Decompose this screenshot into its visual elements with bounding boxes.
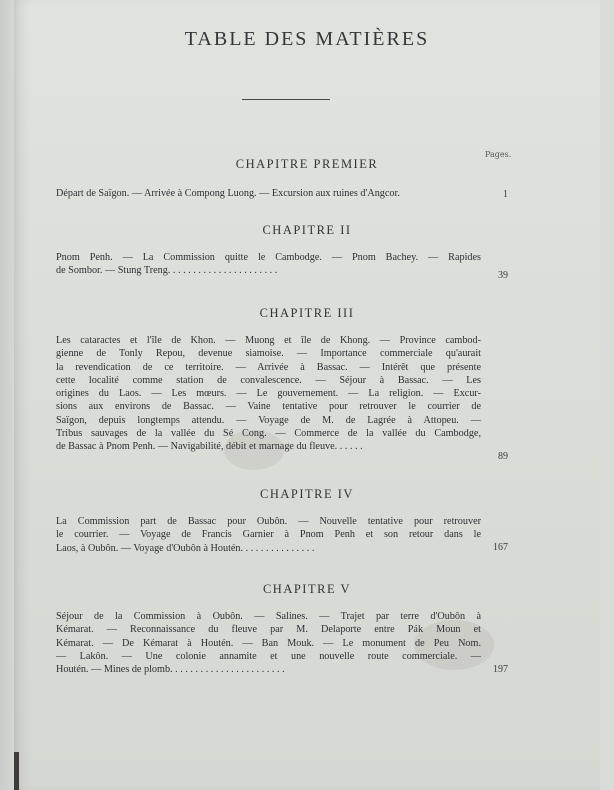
summary-line: gienne de Tonly Repou, devenue siamoise. — Importance commerciale qu'aurait <box>56 348 481 360</box>
summary-line: Séjour de la Commission à Oubôn. — Salines. — Trajet par terre d'Oubôn à <box>56 611 481 622</box>
summary-line: la revendication de ce territoire. — Arrivée à Bassac. — Intérêt que présente <box>56 361 481 373</box>
page-number: 197 <box>493 664 508 675</box>
summary-line: Les cataractes et l'île de Khon. — Muong et île de Khong. — Province cambod- <box>56 335 481 346</box>
summary-line: Laos, à Oubôn. — Voyage d'Oubôn à Houtén. . . . . . . . . . . . . . . <box>56 542 315 554</box>
page-edge-mark <box>14 752 19 790</box>
page-title: TABLE DES MATIÈRES <box>184 28 430 50</box>
summary-line: le courrier. — Voyage de Francis Garnier à Pnom Penh et son retour dans le <box>56 529 481 541</box>
chapter-heading: CHAPITRE II <box>262 223 352 237</box>
chapter-summary <box>56 515 481 555</box>
summary-line: Pnom Penh. — La Commission quitte le Cambodge. — Pnom Bachey. — Rapides <box>56 252 481 263</box>
title-divider <box>242 99 330 100</box>
chapter-heading: CHAPITRE V <box>262 582 352 596</box>
chapter-summary <box>56 251 481 278</box>
summary-line: origines du Laos. — Les mœurs. — Le gouvernement. — La religion. — Excur- <box>56 388 481 400</box>
chapter-summary <box>56 610 481 676</box>
chapter-summary <box>56 187 481 200</box>
summary-line: Kémarat. — Reconnaissance du fleuve par M. Delaporte entre Pák Moun et <box>56 624 481 636</box>
summary-line: Houtén. — Mines de plomb. . . . . . . . . . . . . . . . . . . . . . . <box>56 664 285 676</box>
summary-line: Tribus sauvages de la vallée du Sé Cong. — Commerce de la vallée du Cambodge, <box>56 428 481 440</box>
chapter-heading: CHAPITRE PREMIER <box>235 157 379 171</box>
page-number: 1 <box>503 189 508 200</box>
summary-line: de Sombor. — Stung Treng. . . . . . . . . . . . . . . . . . . . . . <box>56 265 278 277</box>
book-gutter <box>0 0 14 790</box>
summary-line: cette localité comme station de convalescence. — Séjour à Bassac. — Les <box>56 374 481 386</box>
pages-column-label: Pages. <box>485 150 512 159</box>
chapter-heading: CHAPITRE IV <box>260 487 354 501</box>
summary-line: sions aux environs de Bassac. — Vaine tentative pour retrouver le courrier de <box>56 401 481 413</box>
chapter-summary <box>56 334 481 454</box>
summary-line: — Lakôn. — Une colonie annamite et une nouvelle route commerciale. — <box>56 650 481 662</box>
chapter-heading: CHAPITRE III <box>259 306 355 320</box>
summary-line: Kémarat. — De Kémarat à Houtén. — Ban Mouk. — Le monument de Peu Nom. <box>56 637 481 649</box>
summary-line: de Bassac à Pnom Penh. — Navigabilité, débit et marnage du fleuve. . . . . . <box>56 441 363 453</box>
summary-line: Saïgon, depuis longtemps attendu. — Voyage de M. de Lagrée à Attopeu. — <box>56 414 481 426</box>
page-number: 89 <box>498 451 508 462</box>
page-number: 39 <box>498 270 508 281</box>
summary-line: La Commission part de Bassac pour Oubôn. — Nouvelle tentative pour retrouver <box>56 516 481 527</box>
summary-line: Départ de Saïgon. — Arrivée à Compong Luong. — Excursion aux ruines d'Angcor. <box>56 188 400 199</box>
page-number: 167 <box>493 542 508 553</box>
